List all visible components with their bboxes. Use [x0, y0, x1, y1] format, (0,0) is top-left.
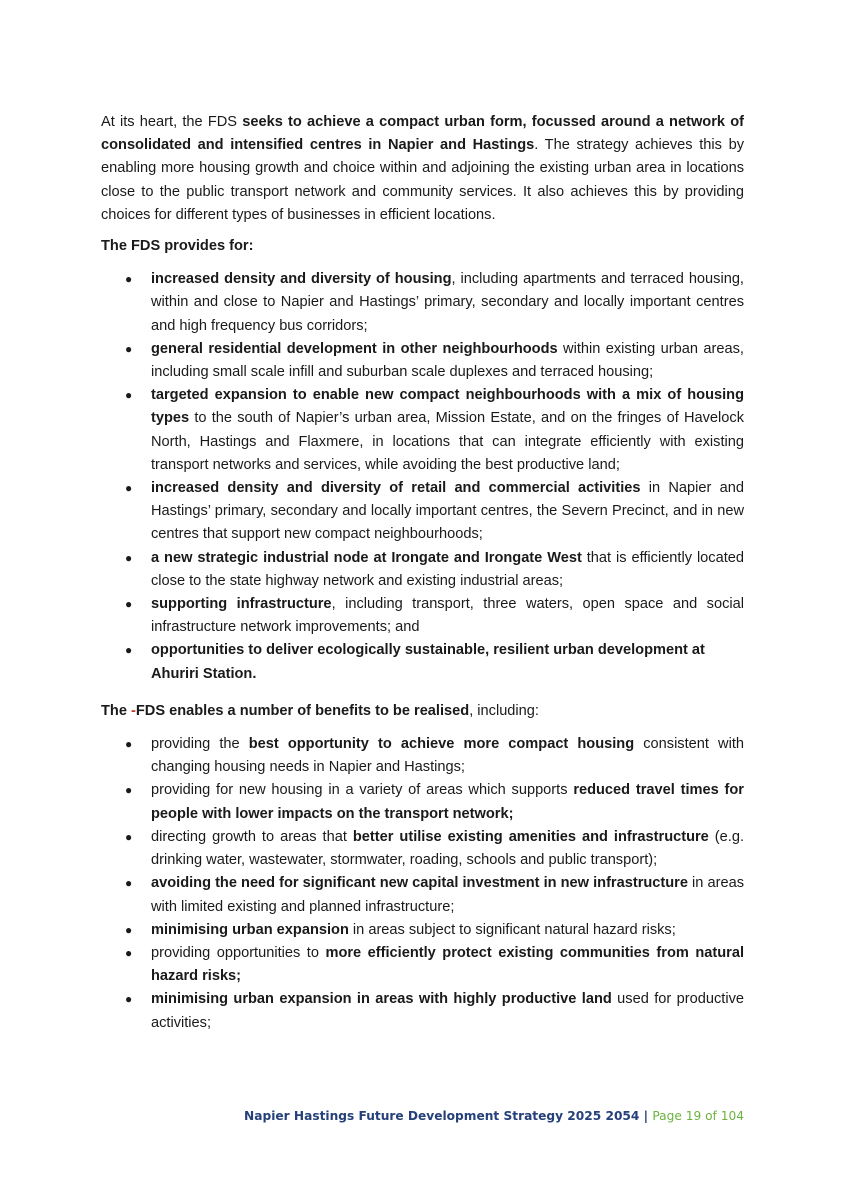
- page-number: Page 19 of 104: [652, 1109, 744, 1123]
- list-item: ● providing opportunities to more efficiently protect existing communities from natural hazard risks;: [101, 942, 744, 988]
- footer-title: Napier Hastings Future Development Strategy 2025 2054: [244, 1109, 640, 1123]
- bullet-icon: ●: [125, 992, 133, 1007]
- list-item: ● increased density and diversity of housing, including apartments and terraced housing, within and close to Napier and Hastings’ primary, secondary and locally important centres and high frequency bus corridors;: [101, 268, 744, 338]
- page-footer: [244, 1109, 744, 1123]
- bullet-icon: ●: [125, 737, 133, 752]
- provides-heading: The FDS provides for:: [101, 238, 254, 255]
- list-item: ● general residential development in other neighbourhoods within existing urban areas, including small scale infill and suburban scale duplexes and terraced housing;: [101, 338, 744, 384]
- list-item: ● directing growth to areas that better utilise existing amenities and infrastructure (e.g. drinking water, wastewater, stormwater, roading, schools and public transport);: [101, 826, 744, 872]
- page-content: [101, 111, 744, 1045]
- list-item: ● minimising urban expansion in areas with highly productive land used for productive activities;: [101, 988, 744, 1034]
- list-item: ● targeted expansion to enable new compact neighbourhoods with a mix of housing types to the south of Napier’s urban area, Mission Estate, and on the fringes of Havelock North, Hastings and Flaxmere, in locations that can integrate efficiently with existing transport networks and services, while avoiding the best productive land;: [101, 384, 744, 477]
- provides-list: [101, 268, 744, 686]
- bullet-icon: ●: [125, 272, 133, 287]
- bullet-icon: ●: [125, 945, 133, 960]
- bullet-icon: ●: [125, 922, 133, 937]
- list-item: ● providing for new housing in a variety of areas which supports reduced travel times for people with lower impacts on the transport network;: [101, 779, 744, 825]
- bullet-icon: ●: [125, 550, 133, 565]
- bullet-icon: ●: [125, 341, 133, 356]
- footer-separator: |: [643, 1109, 649, 1123]
- list-item: ● a new strategic industrial node at Irongate and Irongate West that is efficiently located close to the state highway network and existing industrial areas;: [101, 547, 744, 593]
- bullet-icon: ●: [125, 481, 133, 496]
- benefits-list: [101, 733, 744, 1035]
- bullet-icon: ●: [125, 876, 133, 891]
- benefits-heading: The -FDS enables a number of benefits to be realised, including:: [101, 702, 539, 719]
- intro-text-1: At its heart, the FDS: [101, 114, 243, 130]
- bullet-icon: ●: [125, 829, 133, 844]
- bullet-icon: ●: [125, 643, 133, 658]
- bullet-icon: ●: [125, 783, 133, 798]
- edit-mark: -: [131, 702, 136, 719]
- list-item: ● increased density and diversity of retail and commercial activities in Napier and Hastings’ primary, secondary and locally important centres, the Severn Precinct, and in new centres that support new compact neighbourhoods;: [101, 477, 744, 547]
- bullet-icon: ●: [125, 597, 133, 612]
- bullet-icon: ●: [125, 388, 133, 403]
- intro-paragraph: [101, 111, 744, 227]
- intro-text-2: . The strategy achieves this by enabling more housing growth and choice within and adjoining the existing urban area in locations close to the public transport network and community services. It also achieves this by providing choices for different types of businesses in efficient locations.: [101, 137, 744, 223]
- list-item: ● minimising urban expansion in areas subject to significant natural hazard risks;: [101, 919, 744, 942]
- intro-bold: seeks to achieve a compact urban form, focussed around a network of consolidated and intensified centres in Napier and Hastings: [101, 114, 744, 154]
- list-item: ● providing the best opportunity to achieve more compact housing consistent with changing housing needs in Napier and Hastings;: [101, 733, 744, 779]
- list-item: ● opportunities to deliver ecologically sustainable, resilient urban development at Ahuriri Station.: [101, 639, 744, 685]
- list-item: ● supporting infrastructure, including transport, three waters, open space and social infrastructure network improvements; and: [101, 593, 744, 639]
- list-item: ● avoiding the need for significant new capital investment in new infrastructure in areas with limited existing and planned infrastructure;: [101, 872, 744, 918]
